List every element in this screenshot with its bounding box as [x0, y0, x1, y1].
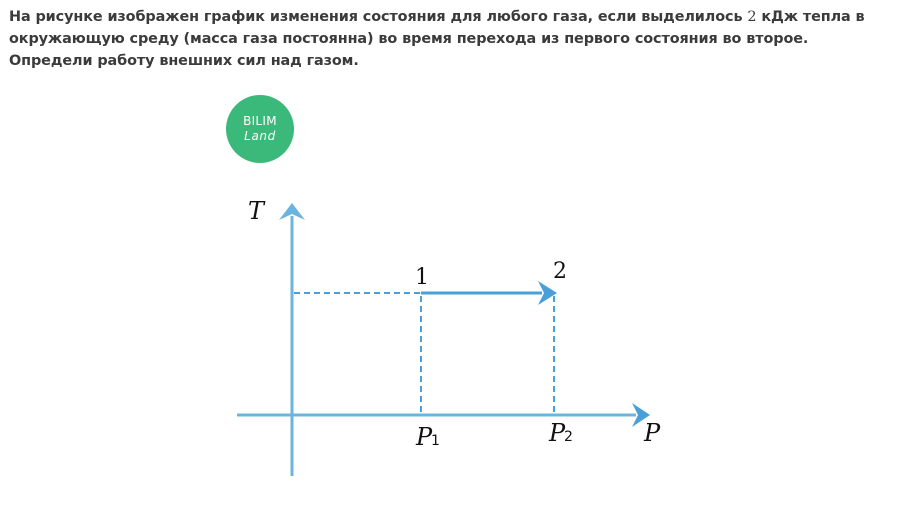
t-axis-label: T: [248, 197, 265, 225]
p1-label: P: [416, 423, 433, 451]
question-part-1: На рисунке изображен график изменения состояния для любого газа, если выделилось: [9, 9, 748, 25]
question-number: 2: [747, 9, 757, 25]
question-part-2: кДж тепла в окружающую среду (масса газа постоянна) во время перехода из первого состояния во второе. Определи работу внешних сил над газом.: [9, 9, 865, 69]
p1-subscript: 1: [431, 433, 440, 449]
point-1-label: 1: [415, 265, 429, 290]
logo-line-2: Land: [244, 129, 276, 143]
logo-line-1: BILIM: [243, 114, 277, 128]
p-axis-label: P: [644, 419, 661, 447]
p2-label: P: [549, 419, 566, 447]
point-2-label: 2: [553, 259, 567, 284]
p2-subscript: 2: [564, 429, 573, 445]
